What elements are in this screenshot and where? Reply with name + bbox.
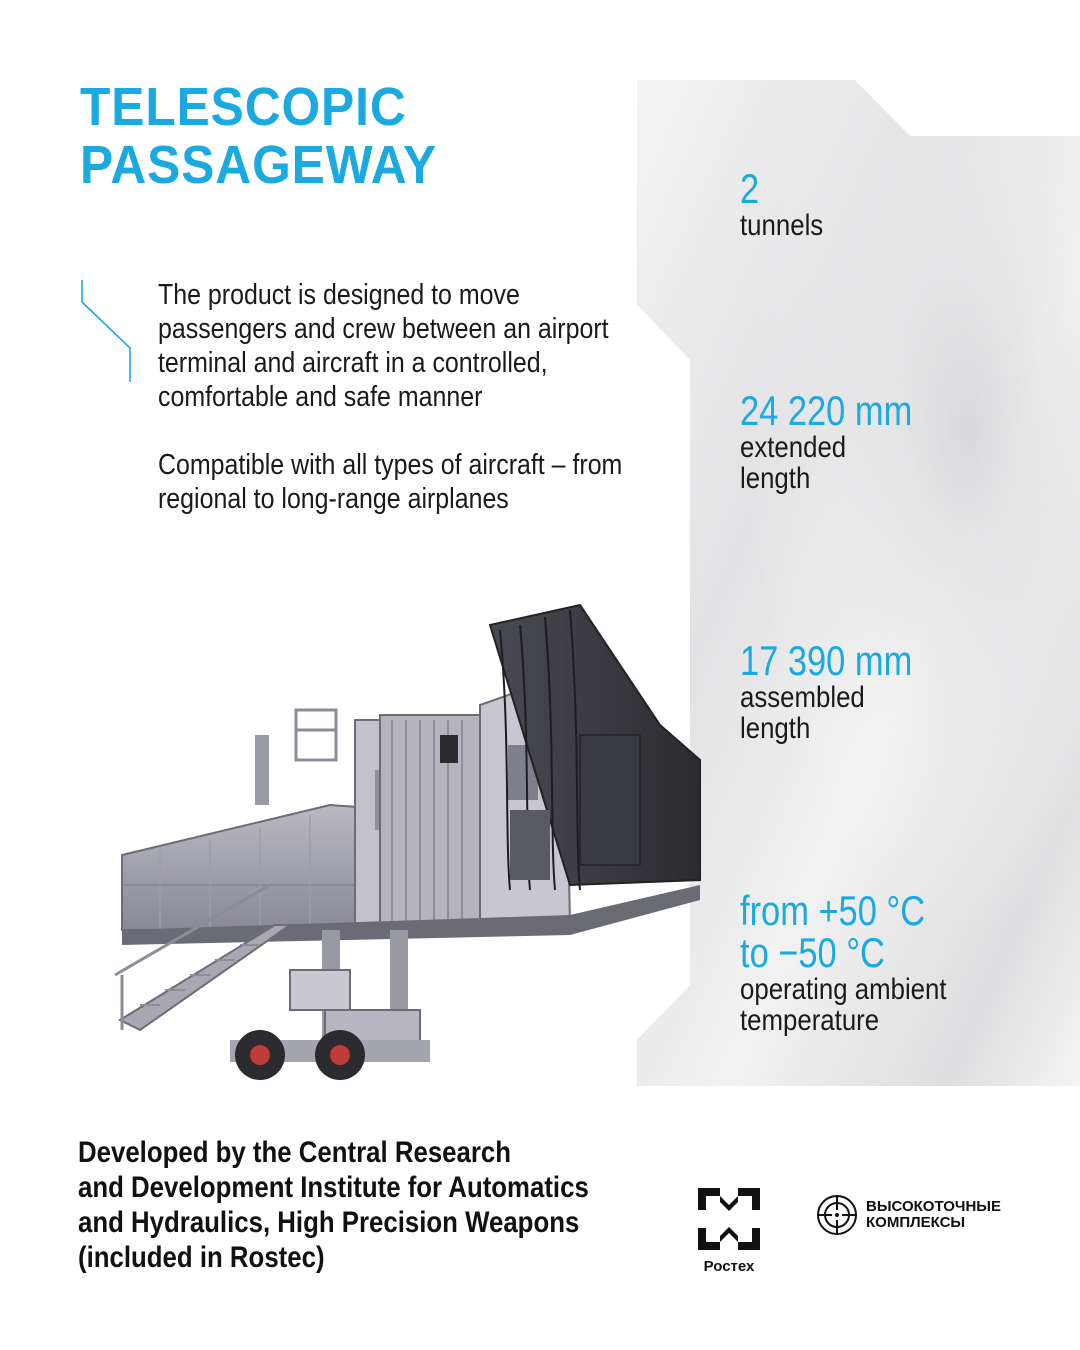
description	[158, 278, 640, 550]
stat-label: operating ambient temperature	[740, 973, 947, 1037]
developer-line-3: and Hydraulics, High Precision Weapons	[78, 1206, 580, 1239]
page-title	[80, 78, 437, 194]
developer-credit	[78, 1135, 611, 1275]
stat-value-line-2: to −50 °C	[740, 929, 885, 976]
stat-extended-length	[740, 387, 1070, 495]
stat-temperature	[740, 887, 1070, 1037]
stat-value: 24 220 mm	[740, 387, 913, 434]
stat-label: assembled length	[740, 681, 865, 745]
title-line-2: PASSAGEWAY	[80, 135, 438, 195]
stat-tunnels	[740, 165, 1070, 242]
stat-value-line-1: from +50 °C	[740, 887, 926, 934]
rostec-logo	[694, 1188, 764, 1275]
high-precision-weapons-logo	[816, 1194, 1046, 1238]
developer-line-2: and Development Institute for Automatics	[78, 1171, 589, 1204]
title-line-1: TELESCOPIC	[80, 77, 407, 137]
stat-label: extended length	[740, 431, 847, 495]
rostec-name: Ростех	[703, 1258, 755, 1275]
description-paragraph-2: Compatible with all types of aircraft – from regional to long-range airplanes	[158, 449, 623, 515]
developer-line-1: Developed by the Central Research	[78, 1136, 512, 1169]
stat-label: tunnels	[740, 209, 824, 242]
stat-value: 2	[740, 165, 760, 212]
passageway-photo	[100, 585, 720, 1095]
stat-assembled-length	[740, 637, 1070, 745]
hpw-name: ВЫСОКОТОЧНЫЕ КОМПЛЕКСЫ	[866, 1198, 1001, 1231]
description-paragraph-1: The product is designed to move passengers and crew between an airport terminal and aircraft in a controlled, comfortable and safe manner	[158, 279, 609, 413]
bracket-decoration-icon	[78, 280, 138, 390]
stat-value: 17 390 mm	[740, 637, 913, 684]
crosshair-logo-icon	[816, 1194, 858, 1236]
rostec-logo-icon	[698, 1188, 760, 1250]
developer-line-4: (included in Rostec)	[78, 1241, 325, 1274]
